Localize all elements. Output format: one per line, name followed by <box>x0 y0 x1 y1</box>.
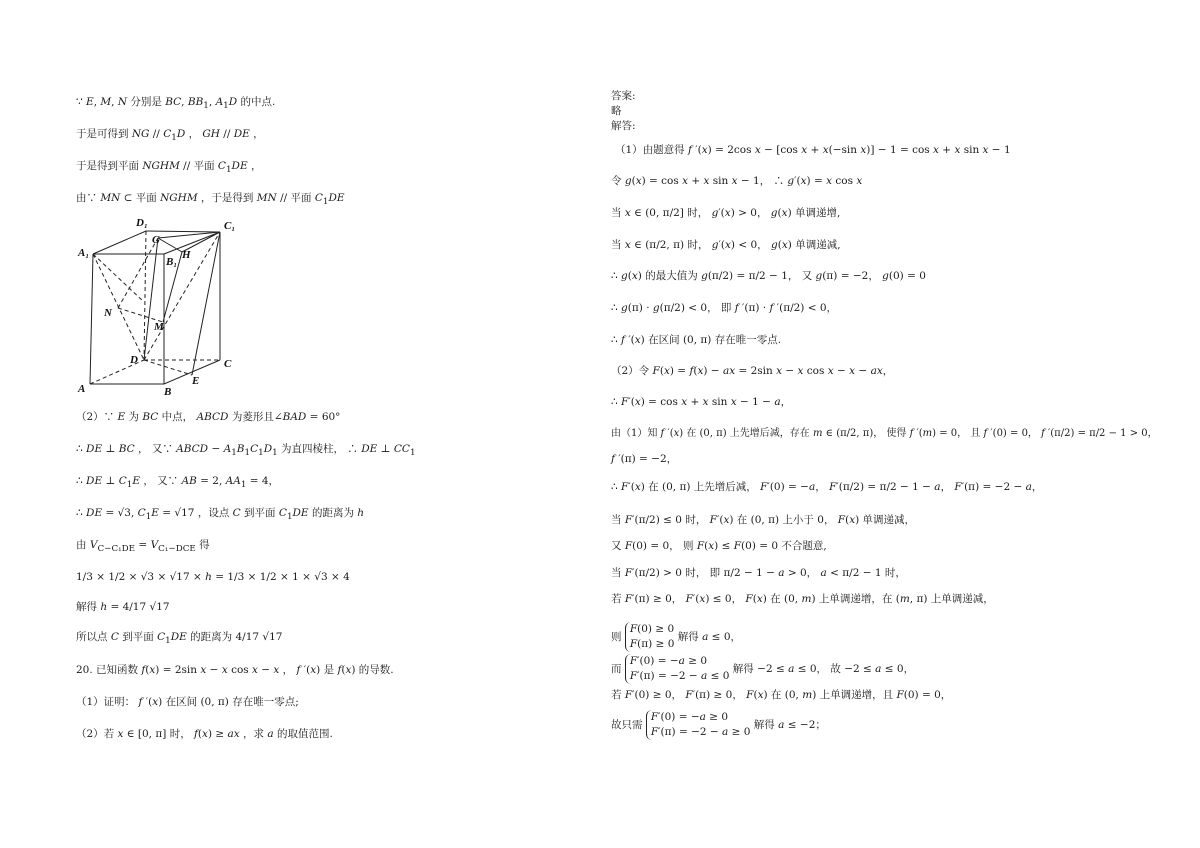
text-line: （2）令 F(x) = f(x) − ax = 2sin x − x cos x − x − ax， <box>611 365 894 377</box>
label-h: H <box>182 249 191 261</box>
text-line: ∵ E, M, N 分别是 BC, $BB_1$, $A_1D$ 的中点. <box>76 96 276 112</box>
label-c1: C₁ <box>224 220 236 232</box>
label-d1: D₁ <box>136 217 148 229</box>
text-line: 若 F′(π) ≥ 0， F′(x) ≤ 0， F(x) 在 (0, m) 上单调递增，在 (m, π) 上单调递减， <box>611 593 994 605</box>
answer-text: 略 <box>611 105 622 117</box>
problem-20-part1: （1）证明： f ′(x) 在区间 (0, π) 存在唯一零点; <box>76 696 299 708</box>
label-g: G <box>152 234 160 246</box>
text-line: ∴ F′(x) 在 (0, π) 上先增后减， F′(0) = −a， F′(π/2) = π/2 − 1 − a， F′(π) = −2 − a， <box>611 481 1043 493</box>
label-a: A <box>78 383 86 395</box>
label-a1: A₁ <box>78 247 90 259</box>
text-line: 又 F(0) = 0， 则 F(x) ≤ F(0) = 0 不合题意, <box>611 540 827 552</box>
text-line: ∴ DE = √3, $C_1E = √17$ ，设点 C 到平面 $C_1DE$ 的距离为 h <box>76 507 365 523</box>
text-line: （2）∵ E 为 BC 中点， ABCD 为菱形且∠BAD = 60° <box>76 411 341 423</box>
solution-heading: 解答: <box>611 120 636 132</box>
text-line: （1）由题意得 f ′(x) = 2cos x − [cos x + x(−sin x)] − 1 = cos x + x sin x − 1 <box>615 144 1011 156</box>
label-n: N <box>104 307 112 319</box>
text-line: 于是得到平面 NGHM // 平面 $C_1DE$ ， <box>76 160 262 176</box>
text-line: 所以点 C 到平面 $C_1DE$ 的距离为 4/17 √17 <box>76 631 283 647</box>
text-line: 1/3 × 1/2 × √3 × √17 × h = 1/3 × 1/2 × 1 × √3 × 4 <box>76 571 350 583</box>
text-line: 故只需 F′(0) = −a ≥ 0 F′(π) = −2 − a ≥ 0 解得 a ≤ −2； <box>611 711 826 738</box>
problem-20: 20. 已知函数 f(x) = 2sin x − x cos x − x ， f ′(x) 是 f(x) 的导数. <box>76 664 394 676</box>
text-line: 当 x ∈ (0, π/2] 时， g′(x) > 0， g(x) 单调递增, <box>611 207 841 219</box>
text-line: ∴ g(π) · g(π/2) < 0， 即 f ′(π) · f ′(π/2) < 0， <box>611 302 838 314</box>
text-line: f ′(π) = −2， <box>611 453 678 465</box>
text-line: ∴ DE ⊥ $C_1E$ ， 又∵ AB = 2, $AA_1 = 4$， <box>76 475 280 491</box>
label-c: C <box>224 358 232 370</box>
prism-figure <box>74 212 244 398</box>
text-line: 当 F′(π/2) ≤ 0 时， F′(x) 在 (0, π) 上小于 0， F(x) 单调递减， <box>611 514 916 526</box>
text-line: 则 F(0) ≥ 0 F(π) ≥ 0 解得 a ≤ 0， <box>611 623 741 650</box>
text-line: ∴ DE ⊥ BC ， 又∵ ABCD − $A_1B_1C_1D_1$ 为直四棱柱， ∴ DE ⊥ $CC_1$ <box>76 443 416 459</box>
label-e: E <box>192 375 200 387</box>
text-line: 令 g(x) = cos x + x sin x − 1， ∴ g′(x) = x cos x <box>611 175 863 187</box>
label-m: M <box>154 321 164 333</box>
text-line: ∴ F′(x) = cos x + x sin x − 1 − a， <box>611 396 792 408</box>
text-line: 于是可得到 NG // $C_1D$ ， GH // DE ， <box>76 128 264 144</box>
text-line: 由 $V_{C-C_1DE} = V_{C_1-DCE}$ 得 <box>76 539 210 555</box>
text-line: 当 F′(π/2) > 0 时， 即 π/2 − 1 − a > 0， a < π/2 − 1 时， <box>611 567 906 579</box>
text-line: 而 F′(0) = −a ≥ 0 F′(π) = −2 − a ≤ 0 解得 −2 ≤ a ≤ 0， 故 −2 ≤ a ≤ 0， <box>611 655 915 682</box>
problem-20-part2: （2）若 x ∈ [0, π] 时， f(x) ≥ ax ，求 a 的取值范围. <box>76 728 333 740</box>
text-line: 若 F′(0) ≥ 0， F′(π) ≥ 0， F(x) 在 (0, m) 上单调递增，且 F(0) = 0， <box>611 689 952 701</box>
text-line: ∴ f ′(x) 在区间 (0, π) 存在唯一零点. <box>611 334 782 346</box>
text-line: 当 x ∈ (π/2, π) 时， g′(x) < 0， g(x) 单调递减, <box>611 239 841 251</box>
text-line: 解得 h = 4/17 √17 <box>76 601 170 613</box>
text-line: 由（1）知 f ′(x) 在 (0, π) 上先增后减，存在 m ∈ (π/2, π)， 使得 f ′(m) = 0， 且 f ′(0) = 0， f ′(π/2) = π/2 − 1 > 0， <box>611 428 1158 439</box>
answer-heading: 答案: <box>611 90 636 102</box>
text-line: ∴ g(x) 的最大值为 g(π/2) = π/2 − 1， 又 g(π) = −2， g(0) = 0 <box>611 270 926 282</box>
label-b1: B₁ <box>166 256 178 268</box>
text-line: 由∵ MN ⊂ 平面 NGHM ，于是得到 MN // 平面 $C_1DE$ <box>76 192 345 208</box>
label-b: B <box>164 386 172 398</box>
label-d: D <box>130 354 138 366</box>
